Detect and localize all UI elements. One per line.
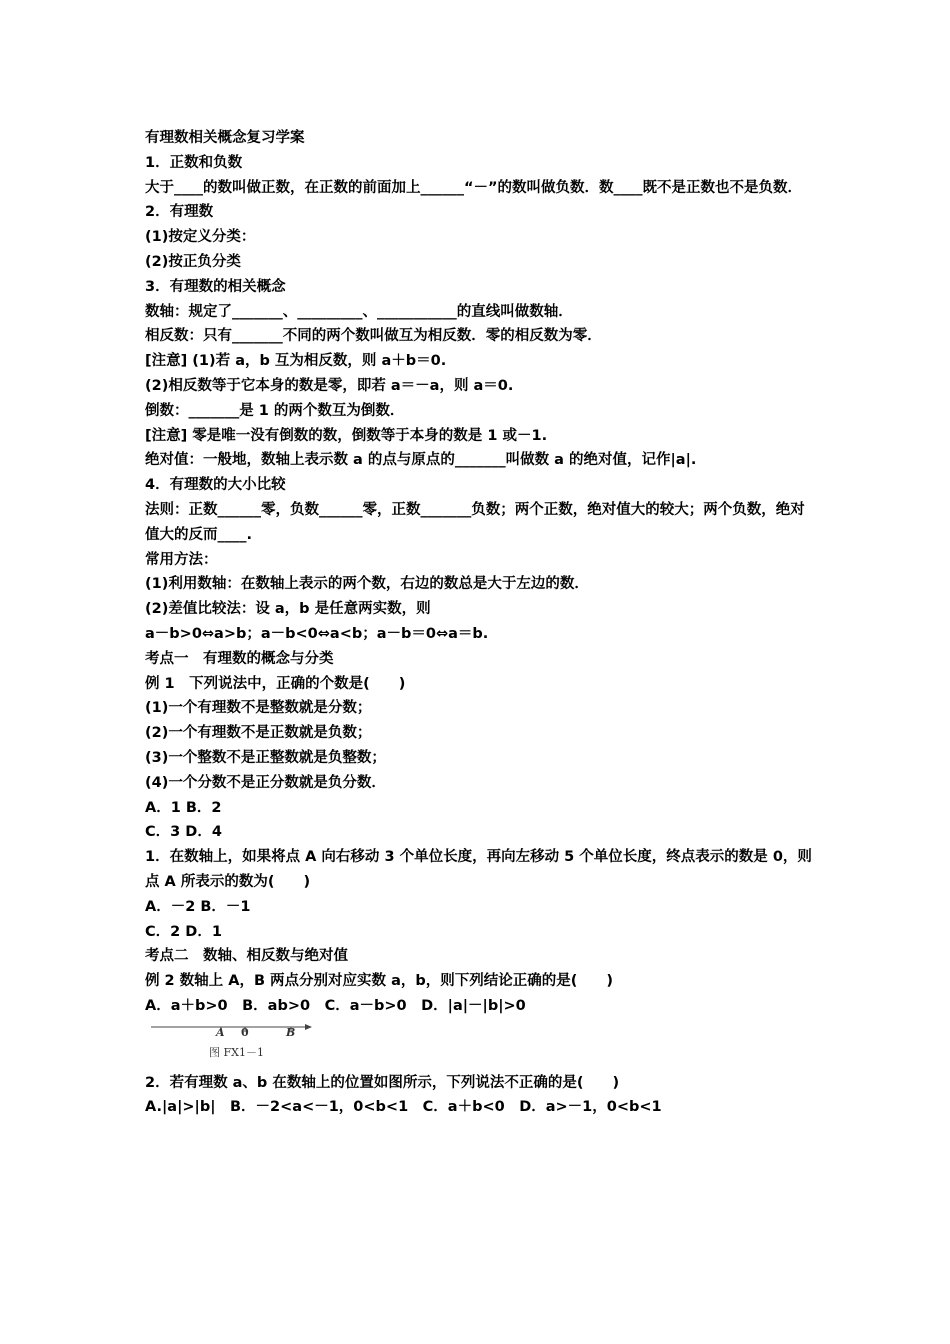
classification-by-definition: (1)按定义分类： (145, 229, 256, 246)
method-difference: (2)差值比较法：设 a，b 是任意两实数，则 (145, 601, 431, 618)
classification-by-sign: (2)按正负分类 (145, 253, 241, 270)
label-zero: 0 (241, 1025, 249, 1039)
exercise-1-options-ab: A．－2 B．－1 (145, 898, 251, 915)
method-number-line: (1)利用数轴：在数轴上表示的两个数，右边的数总是大于左边的数． (145, 576, 589, 593)
reciprocal-definition: 倒数：_______是 1 的两个数互为倒数． (145, 402, 405, 419)
common-methods-heading: 常用方法： (145, 551, 218, 568)
figure-caption: 图 FX1－1 (209, 1045, 264, 1059)
example-1-statement-3: (3)一个整数不是正整数就是负整数； (145, 749, 386, 766)
comparison-rules: 法则：正数______零，负数______零，正数_______负数；两个正数，绝对值大的较大；两个负数，绝对值大的反而____. (145, 501, 805, 543)
opposite-number-definition: 相反数：只有_______不同的两个数叫做互为相反数．零的相反数为零． (145, 328, 602, 345)
example-1-question: 例 1 下列说法中，正确的个数是( ) (145, 675, 406, 692)
example-2-options: A．a＋b>0 B．ab>0 C．a－b>0 D．|a|－|b|>0 (145, 997, 526, 1014)
section-2-heading: 2．有理数 (145, 204, 214, 221)
positive-negative-definition: 大于____的数叫做正数，在正数的前面加上______“－”的数叫做负数．数____既不是正数也不是负数． (145, 179, 803, 196)
label-b: B (286, 1025, 296, 1039)
exercise-1-options-cd: C．2 D．1 (145, 923, 222, 940)
section-4-heading: 4．有理数的大小比较 (145, 477, 286, 494)
document-title: 有理数相关概念复习学案 (145, 130, 305, 146)
topic-2-heading: 考点二 数轴、相反数与绝对值 (145, 948, 348, 965)
section-1-heading: 1．正数和负数 (145, 154, 243, 171)
reciprocal-note: [注意] 零是唯一没有倒数的数，倒数等于本身的数是 1 或－1. (145, 427, 548, 444)
example-2-question: 例 2 数轴上 A，B 两点分别对应实数 a，b，则下列结论正确的是( ) (145, 973, 614, 990)
number-line-definition: 数轴：规定了_______、_________、___________的直线叫做数轴． (145, 303, 573, 320)
topic-1-heading: 考点一 有理数的概念与分类 (145, 650, 334, 667)
section-3-heading: 3．有理数的相关概念 (145, 278, 286, 295)
exercise-1-question: 1．在数轴上，如果将点 A 向右移动 3 个单位长度，再向左移动 5 个单位长度，终点表示的数是 0，则点 A 所表示的数为( ) (145, 849, 812, 890)
example-1-options-cd: C．3 D．4 (145, 824, 222, 841)
opposite-note-2: (2)相反数等于它本身的数是零，即若 a＝－a，则 a＝0. (145, 377, 514, 394)
label-a: A (216, 1025, 225, 1039)
opposite-note-1: [注意] (1)若 a，b 互为相反数，则 a＋b＝0. (145, 353, 447, 370)
number-line-arrow (305, 1024, 312, 1030)
exercise-2-question: 2．若有理数 a、b 在数轴上的位置如图所示，下列说法不正确的是( ) (145, 1074, 620, 1091)
difference-equivalences: a－b>0⇔a>b；a－b<0⇔a<b；a－b＝0⇔a＝b. (145, 625, 489, 642)
example-1-options-ab: A．1 B．2 (145, 799, 222, 816)
exercise-2-options: A.|a|>|b| B．－2<a<－1，0<b<1 C．a＋b<0 D．a>－1，0<b<1 (145, 1099, 662, 1116)
example-1-statement-2: (2)一个有理数不是正数就是负数； (145, 725, 372, 742)
document-content (145, 126, 815, 1120)
example-1-statement-4: (4)一个分数不是正分数就是负分数． (145, 774, 386, 791)
absolute-value-definition: 绝对值：一般地，数轴上表示数 a 的点与原点的_______叫做数 a 的绝对值，记作|a|. (145, 452, 697, 469)
number-line-figure (145, 1021, 815, 1065)
example-1-statement-1: (1)一个有理数不是整数就是分数； (145, 700, 372, 717)
